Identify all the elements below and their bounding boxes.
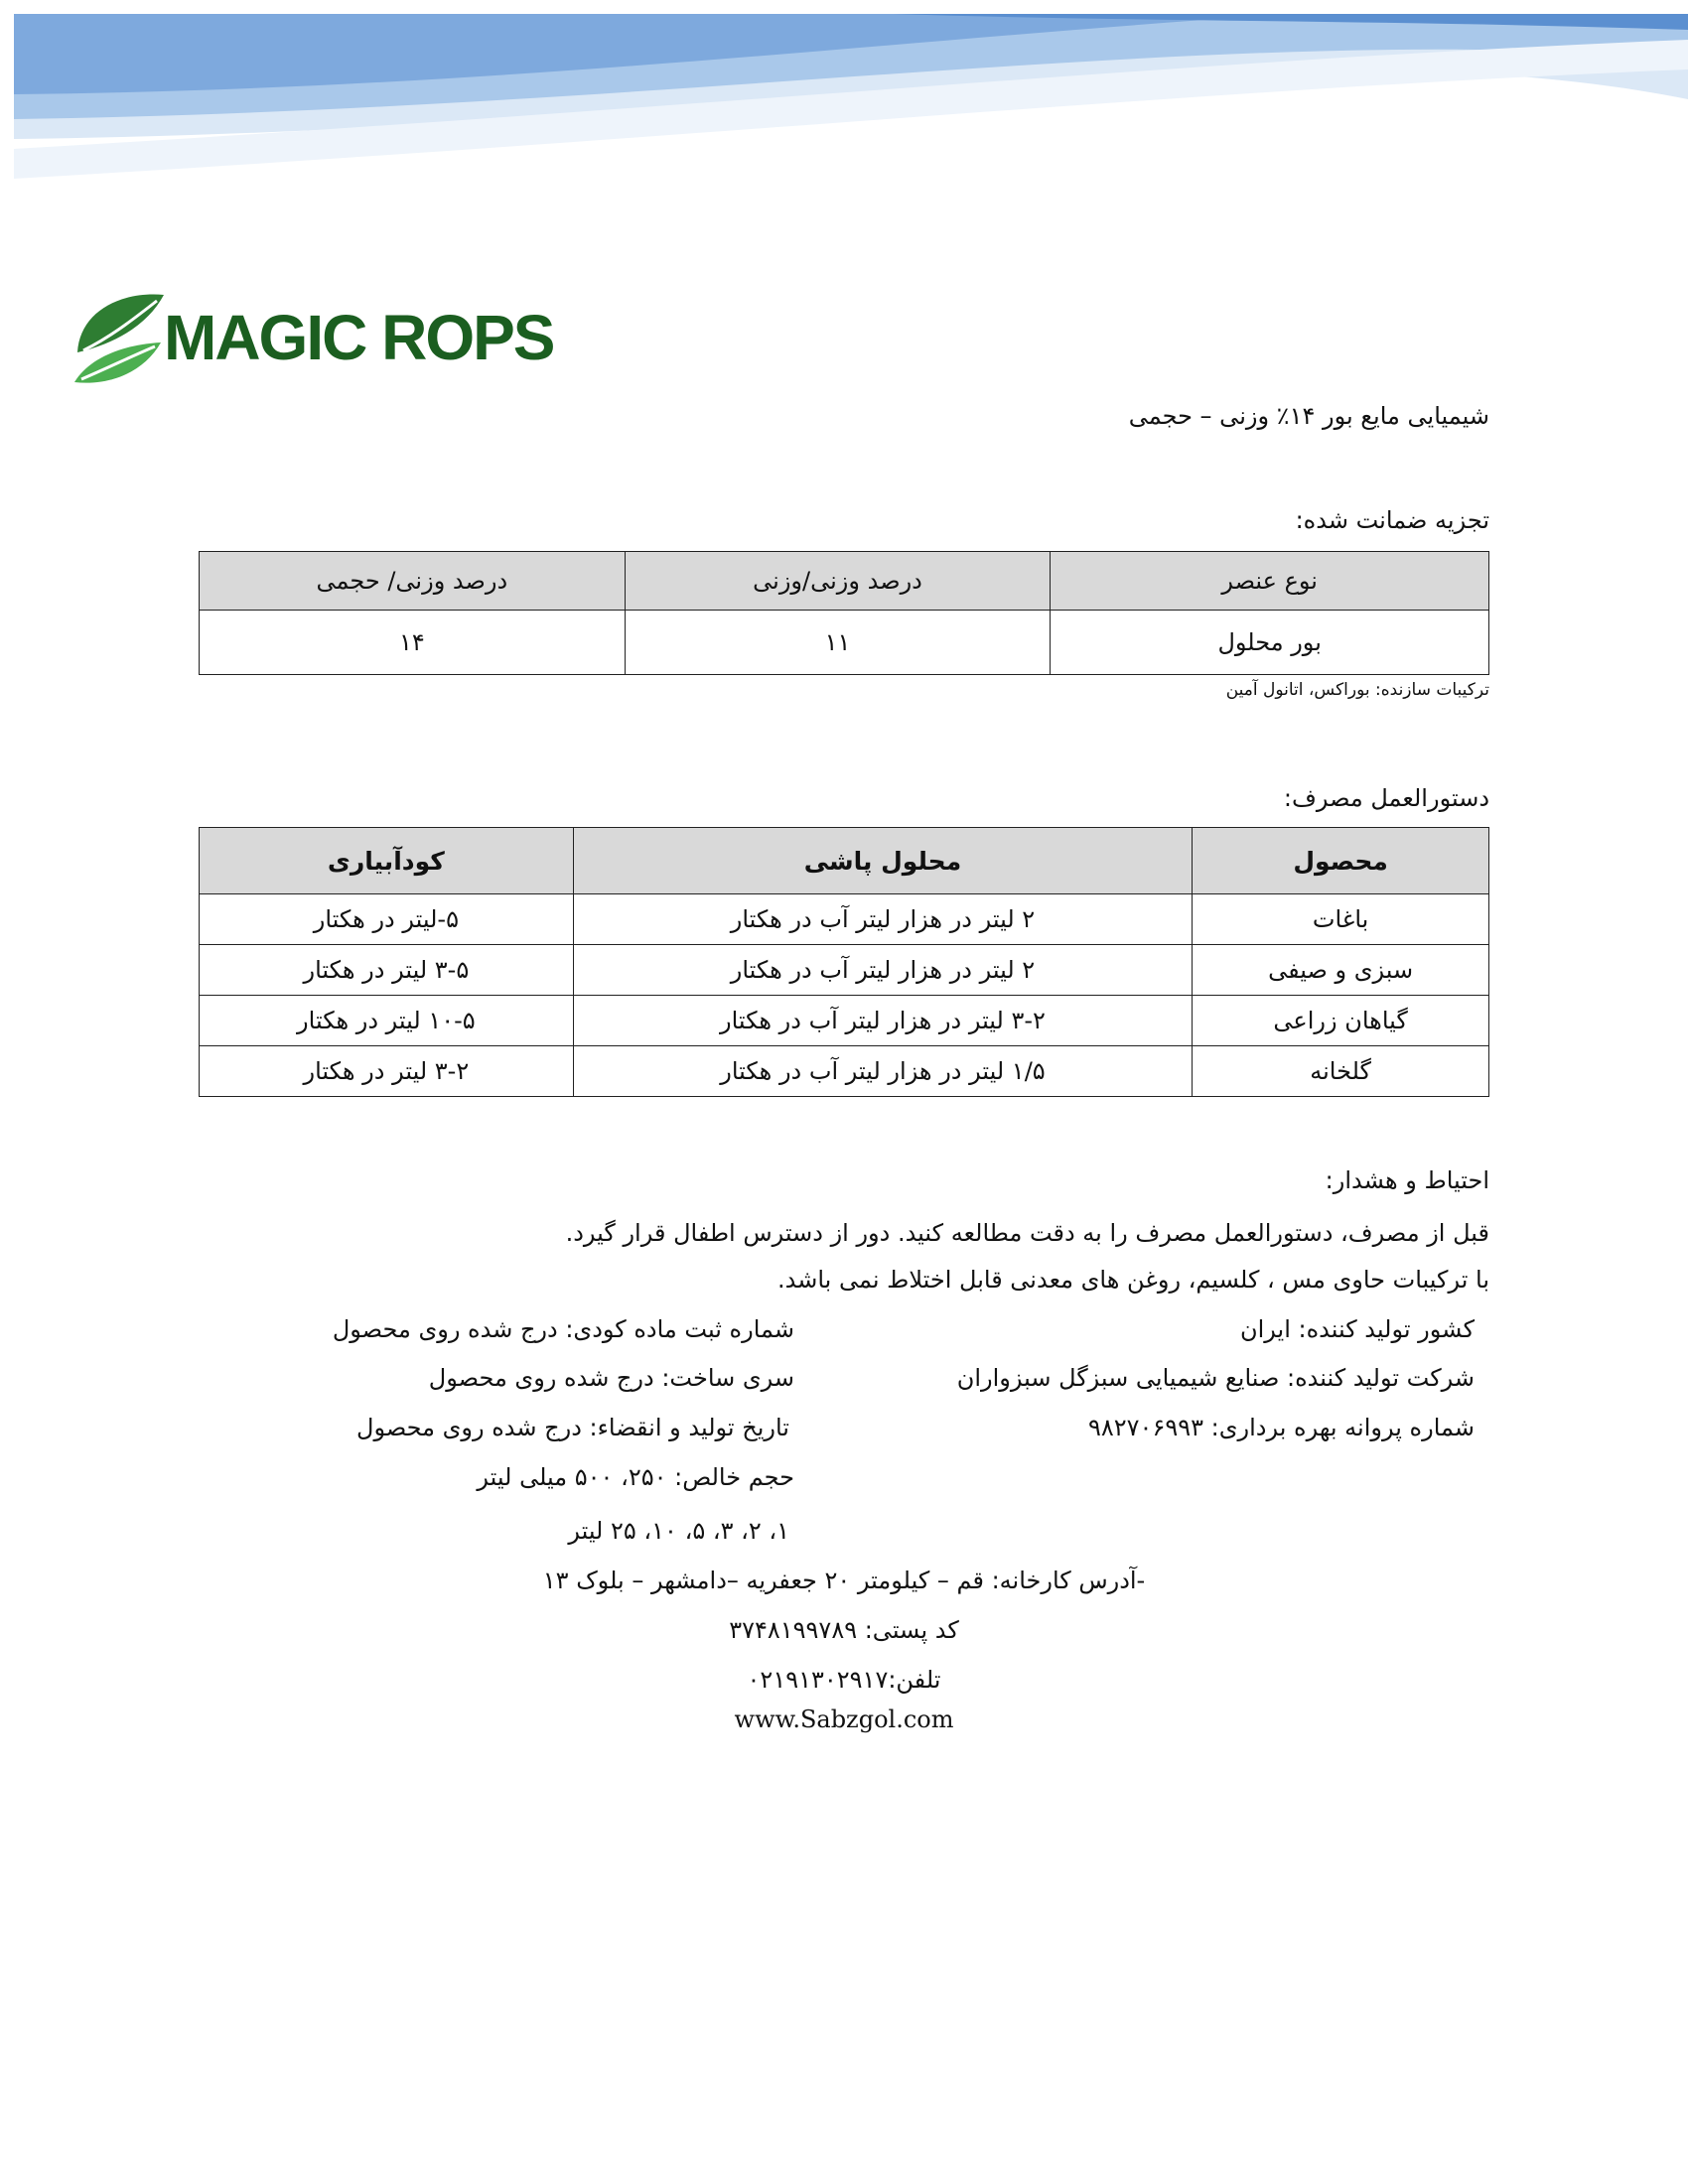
brand-logo	[70, 283, 554, 392]
warning-line-1: قبل از مصرف، دستورالعمل مصرف را به دقت مطالعه کنید. دور از دسترس اطفال قرار گیرد.	[565, 1219, 1489, 1247]
usage-cell: ۳-۲ لیتر در هزار لیتر آب در هکتار	[573, 996, 1193, 1046]
table-row	[200, 1046, 1489, 1097]
leaf-icon	[70, 283, 169, 392]
analysis-header-ww: درصد وزنی/وزنی	[625, 552, 1051, 611]
logo-text: MAGIC ROPS	[164, 302, 554, 373]
country-text: کشور تولید کننده: ایران	[1240, 1315, 1475, 1343]
volume-liters-text: ۱، ۲، ۳، ۵، ۱۰، ۲۵ لیتر	[568, 1517, 789, 1545]
analysis-heading: تجزیه ضمانت شده:	[1295, 506, 1489, 534]
analysis-cell: بور محلول	[1051, 611, 1489, 675]
usage-cell: گیاهان زراعی	[1193, 996, 1489, 1046]
usage-cell: ۳-۵ لیتر در هکتار	[200, 945, 574, 996]
usage-table	[199, 827, 1489, 1097]
manufacturer-text: شرکت تولید کننده: صنایع شیمیایی سبزگل سبزواران	[956, 1364, 1475, 1392]
analysis-header-wv: درصد وزنی/ حجمی	[200, 552, 626, 611]
usage-cell: ۱/۵ لیتر در هزار لیتر آب در هکتار	[573, 1046, 1193, 1097]
usage-header-crop: محصول	[1193, 828, 1489, 894]
warning-heading: احتیاط و هشدار:	[1325, 1166, 1489, 1194]
analysis-header-element: نوع عنصر	[1051, 552, 1489, 611]
dates-text: تاریخ تولید و انقضاء: درج شده روی محصول	[356, 1414, 789, 1441]
usage-cell: باغات	[1193, 894, 1489, 945]
usage-cell: ۳-۲ لیتر در هکتار	[200, 1046, 574, 1097]
website-link[interactable]: www.Sabzgol.com	[734, 1706, 954, 1733]
analysis-cell: ۱۴	[200, 611, 626, 675]
usage-cell: ۲ لیتر در هزار لیتر آب در هکتار	[573, 945, 1193, 996]
table-row	[200, 894, 1489, 945]
table-row	[200, 945, 1489, 996]
analysis-table	[199, 551, 1489, 675]
usage-header-foliar: محلول پاشی	[573, 828, 1193, 894]
usage-header-row	[200, 828, 1489, 894]
usage-cell: ۱۰-۵ لیتر در هکتار	[200, 996, 574, 1046]
usage-cell: سبزی و صیفی	[1193, 945, 1489, 996]
registration-text: شماره ثبت ماده کودی: درج شده روی محصول	[332, 1315, 794, 1343]
usage-header-fertigation: کودآبیاری	[200, 828, 574, 894]
license-text: شماره پروانه بهره برداری: ۹۸۲۷۰۶۹۹۳	[1087, 1414, 1475, 1441]
warning-line-2: با ترکیبات حاوی مس ، کلسیم، روغن های معدنی قابل اختلاط نمی باشد.	[777, 1266, 1489, 1294]
table-row	[200, 611, 1489, 675]
phone-number: تلفن:۰۲۱۹۱۳۰۲۹۱۷	[747, 1666, 941, 1694]
usage-heading: دستورالعمل مصرف:	[1283, 784, 1489, 812]
usage-cell: ۲ لیتر در هزار لیتر آب در هکتار	[573, 894, 1193, 945]
analysis-cell: ۱۱	[625, 611, 1051, 675]
header-banner	[0, 0, 1688, 199]
usage-cell: ۵-لیتر در هکتار	[200, 894, 574, 945]
usage-cell: گلخانه	[1193, 1046, 1489, 1097]
factory-address: -آدرس کارخانه: قم – کیلومتر ۲۰ جعفریه –دامشهر – بلوک ۱۳	[542, 1567, 1146, 1594]
postal-code: کد پستی: ۳۷۴۸۱۹۹۷۸۹	[729, 1616, 959, 1644]
volume-text: حجم خالص: ۲۵۰، ۵۰۰ میلی لیتر	[477, 1463, 794, 1491]
product-title: شیمیایی مایع بور ۱۴٪ وزنی – حجمی	[1128, 402, 1489, 430]
table-row	[200, 996, 1489, 1046]
analysis-header-row	[200, 552, 1489, 611]
batch-text: سری ساخت: درج شده روی محصول	[428, 1364, 794, 1392]
composition-note: ترکیبات سازنده: بوراکس، اتانول آمین	[1225, 680, 1489, 700]
